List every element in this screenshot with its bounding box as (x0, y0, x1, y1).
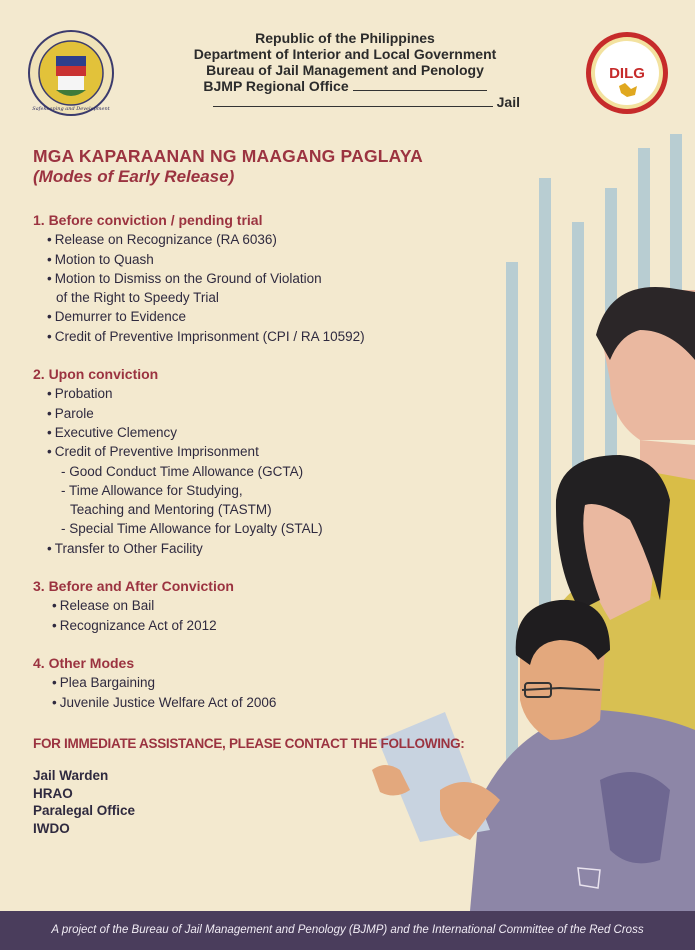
contact-item: HRAO (33, 785, 73, 801)
list-item: • Demurrer to Evidence (47, 307, 473, 326)
sub-item-list (33, 462, 473, 539)
contact-item: IWDO (33, 820, 70, 836)
header-department: Department of Interior and Local Government (193, 46, 497, 62)
item-list (33, 539, 473, 558)
jail-label: Jail (496, 94, 520, 110)
sub-list-item (61, 481, 473, 520)
list-item: • Parole (47, 404, 473, 423)
sub-list-item-continuation: Teaching and Mentoring (TASTM) (70, 502, 272, 518)
page-subtitle: (Modes of Early Release) (33, 167, 235, 186)
regional-office-label: BJMP Regional Office (203, 78, 349, 94)
dilg-logo (585, 31, 669, 115)
list-item-text: Motion to Dismiss on the Ground of Violation (54, 270, 322, 286)
section-before-after-conviction (33, 577, 473, 635)
list-item: • Executive Clemency (47, 423, 473, 442)
item-list (33, 596, 473, 635)
list-item: • Probation (47, 384, 473, 403)
section-heading: 2. Upon conviction (33, 366, 159, 383)
list-item: • Release on Bail (52, 596, 473, 615)
list-item: • Credit of Preventive Imprisonment (CPI / RA 10592) (47, 327, 473, 346)
section-heading: 4. Other Modes (33, 654, 135, 671)
item-list (33, 673, 473, 712)
contact-item: Jail Warden (33, 768, 109, 783)
regional-office-blank (353, 79, 487, 91)
list-item: • Recognizance Act of 2012 (52, 616, 473, 635)
list-item: • Transfer to Other Facility (47, 539, 473, 558)
list-item: • Credit of Preventive Imprisonment (47, 442, 473, 461)
footer: A project of the Bureau of Jail Management and Penology (BJMP) and the International Committee of the Red Cross (0, 911, 695, 950)
section-before-conviction (33, 211, 473, 346)
sub-list-item: - Special Time Allowance for Loyalty (STAL) (61, 519, 473, 538)
item-list (33, 230, 473, 346)
list-item: • Release on Recognizance (RA 6036) (47, 230, 473, 249)
list-item: • Plea Bargaining (52, 673, 473, 692)
section-heading: 1. Before conviction / pending trial (33, 212, 263, 228)
dilg-text: DILG (609, 65, 645, 82)
bjmp-motto: Safekeeping and Development (32, 106, 110, 112)
header-bureau: Bureau of Jail Management and Penology (206, 62, 484, 78)
header-regional-office (140, 78, 550, 94)
assistance-heading: FOR IMMEDIATE ASSISTANCE, PLEASE CONTACT THE FOLLOWING: (33, 736, 465, 751)
page-title: MGA KAPARAANAN NG MAAGANG PAGLAYA (33, 146, 423, 166)
item-list (33, 384, 473, 461)
section-upon-conviction (33, 365, 473, 558)
list-item: • Motion to Quash (47, 250, 473, 269)
header-republic: Republic of the Philippines (255, 30, 435, 46)
list-item-continuation: of the Right to Speedy Trial (56, 290, 219, 306)
header-jail (140, 94, 550, 110)
sub-list-item-text: Time Allowance for Studying, (69, 482, 243, 498)
section-other-modes (33, 654, 473, 712)
contact-item: Paralegal Office (33, 803, 136, 818)
contact-list (33, 767, 135, 837)
header (140, 30, 550, 110)
jail-blank (213, 95, 493, 107)
list-item: • Juvenile Justice Welfare Act of 2006 (52, 693, 473, 712)
content (33, 211, 473, 731)
bjmp-logo (28, 30, 114, 116)
section-heading: 3. Before and After Conviction (33, 578, 234, 595)
list-item (47, 269, 473, 308)
sub-list-item: - Good Conduct Time Allowance (GCTA) (61, 462, 473, 481)
